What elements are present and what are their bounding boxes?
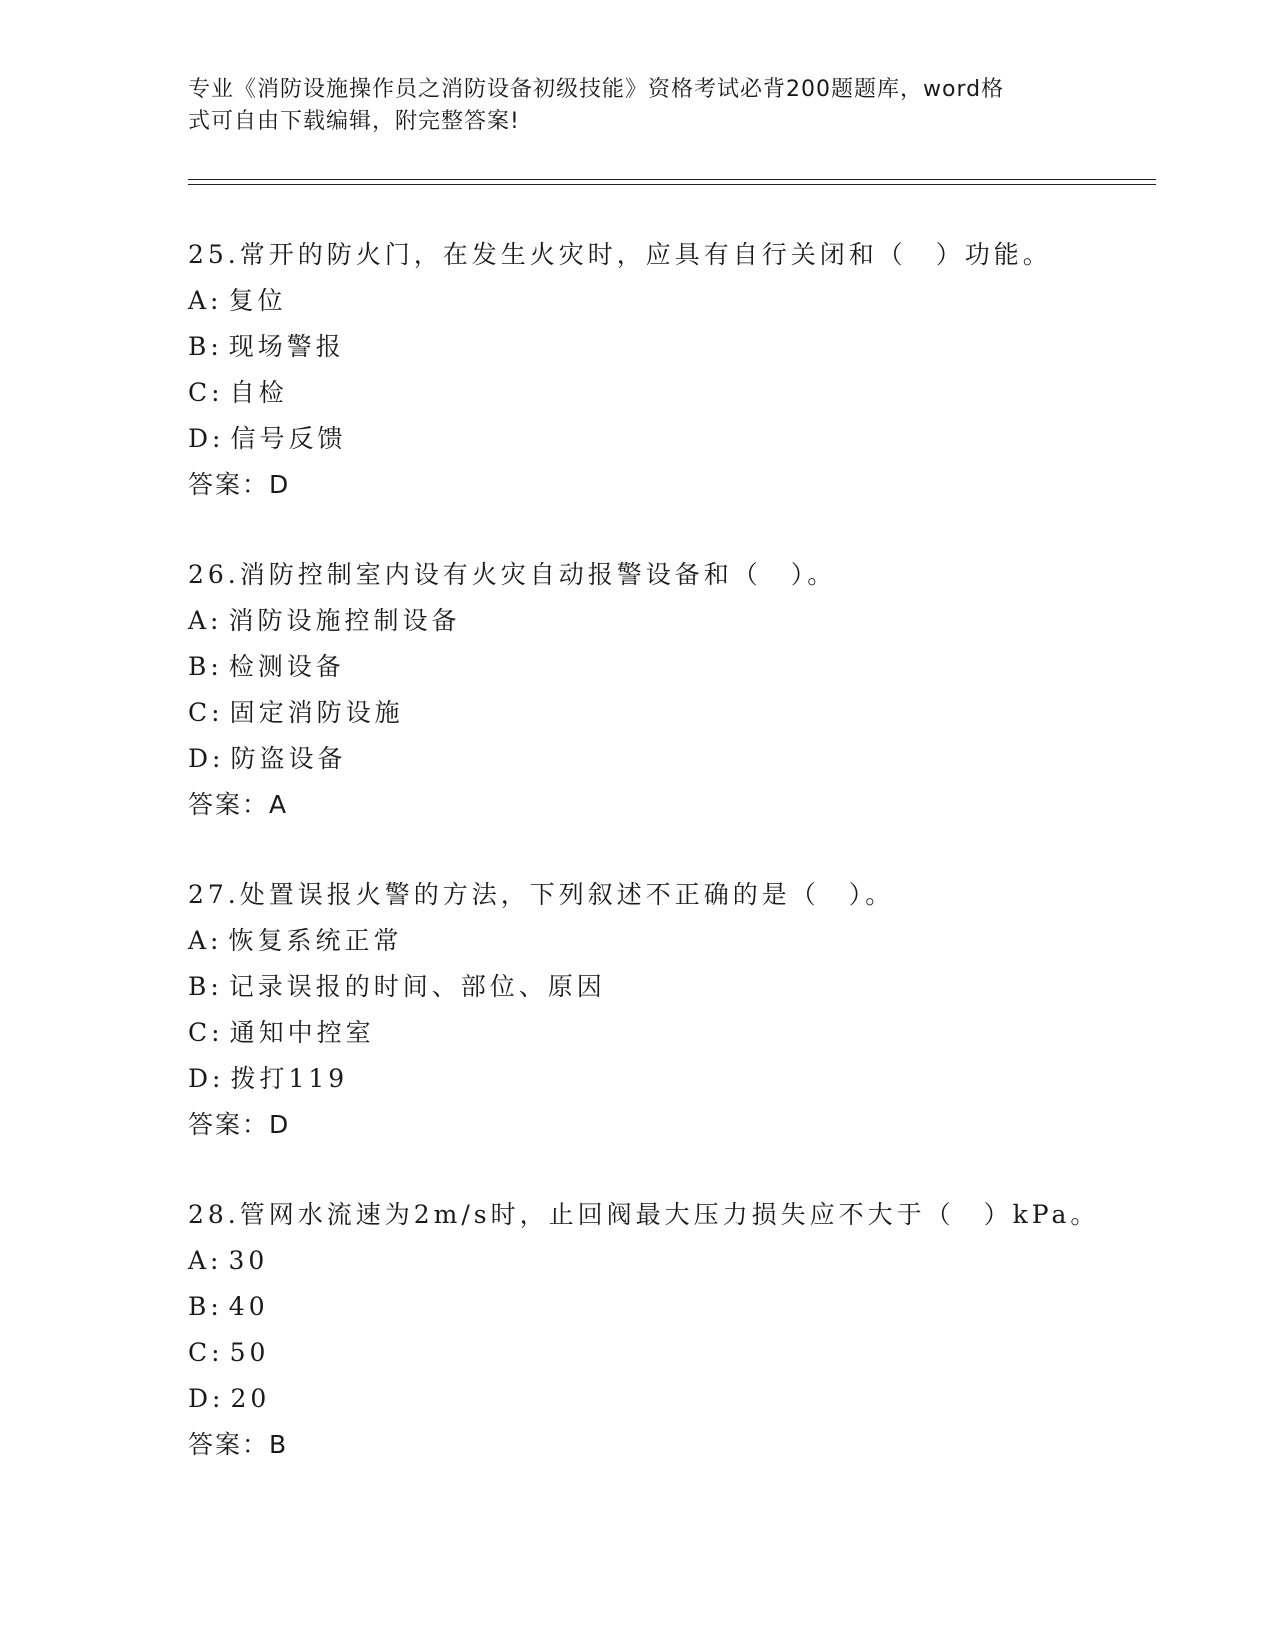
- question-25: [188, 232, 1148, 508]
- option-text: 通知中控室: [229, 1018, 375, 1047]
- answer-line: 答案：B: [188, 1430, 289, 1459]
- option-b: [188, 964, 1148, 1010]
- option-letter: A:: [188, 606, 223, 635]
- option-letter: D:: [188, 744, 225, 773]
- option-letter: C:: [188, 1018, 224, 1047]
- option-letter: C:: [188, 1338, 224, 1367]
- option-text: 40: [228, 1292, 269, 1321]
- header-divider-top: [188, 179, 1156, 180]
- option-text: 现场警报: [228, 332, 345, 361]
- option-letter: C:: [188, 378, 224, 407]
- answer-line: 答案：A: [188, 790, 289, 819]
- question-stem: 28.管网水流速为2m/s时，止回阀最大压力损失应不大于（ ）kPa。: [188, 1200, 1100, 1229]
- option-c: [188, 1330, 1148, 1376]
- option-text: 复位: [228, 286, 287, 315]
- option-d: [188, 1056, 1148, 1102]
- option-letter: D:: [188, 1064, 225, 1093]
- option-b: [188, 1284, 1148, 1330]
- question-stem: 26.消防控制室内设有火灾自动报警设备和（ ）。: [188, 560, 837, 589]
- option-a: [188, 1238, 1148, 1284]
- option-letter: C:: [188, 698, 224, 727]
- header-divider-bottom: [188, 184, 1156, 185]
- option-letter: D:: [188, 424, 225, 453]
- option-a: [188, 598, 1148, 644]
- option-text: 防盗设备: [230, 744, 347, 773]
- option-text: 记录误报的时间、部位、原因: [228, 972, 606, 1001]
- option-text: 检测设备: [228, 652, 345, 681]
- option-d: [188, 736, 1148, 782]
- option-text: 拨打119: [230, 1064, 349, 1093]
- option-text: 恢复系统正常: [228, 926, 403, 955]
- option-text: 20: [230, 1384, 271, 1413]
- option-text: 30: [228, 1246, 269, 1275]
- option-a: [188, 278, 1148, 324]
- question-stem: 25.常开的防火门，在发生火灾时，应具有自行关闭和（ ）功能。: [188, 240, 1052, 269]
- question-28: [188, 1192, 1148, 1468]
- question-26: [188, 552, 1148, 828]
- header-line-1: 专业《消防设施操作员之消防设备初级技能》资格考试必背200题题库，word格: [188, 77, 1005, 102]
- option-b: [188, 644, 1148, 690]
- document-header: [188, 74, 1088, 138]
- option-text: 固定消防设施: [229, 698, 404, 727]
- option-text: 消防设施控制设备: [228, 606, 461, 635]
- option-d: [188, 1376, 1148, 1422]
- option-text: 50: [229, 1338, 270, 1367]
- option-a: [188, 918, 1148, 964]
- answer-line: 答案：D: [188, 1110, 291, 1139]
- option-c: [188, 370, 1148, 416]
- option-letter: B:: [188, 972, 223, 1001]
- option-letter: D:: [188, 1384, 225, 1413]
- option-b: [188, 324, 1148, 370]
- option-letter: A:: [188, 1246, 223, 1275]
- option-letter: B:: [188, 332, 223, 361]
- question-27: [188, 872, 1148, 1148]
- option-letter: B:: [188, 652, 223, 681]
- answer-line: 答案：D: [188, 470, 291, 499]
- option-c: [188, 1010, 1148, 1056]
- question-stem: 27.处置误报火警的方法，下列叙述不正确的是（ ）。: [188, 880, 895, 909]
- header-line-2: 式可自由下载编辑，附完整答案!: [188, 109, 520, 134]
- option-text: 信号反馈: [230, 424, 347, 453]
- option-letter: A:: [188, 926, 223, 955]
- option-d: [188, 416, 1148, 462]
- option-text: 自检: [229, 378, 288, 407]
- option-letter: B:: [188, 1292, 223, 1321]
- option-c: [188, 690, 1148, 736]
- option-letter: A:: [188, 286, 223, 315]
